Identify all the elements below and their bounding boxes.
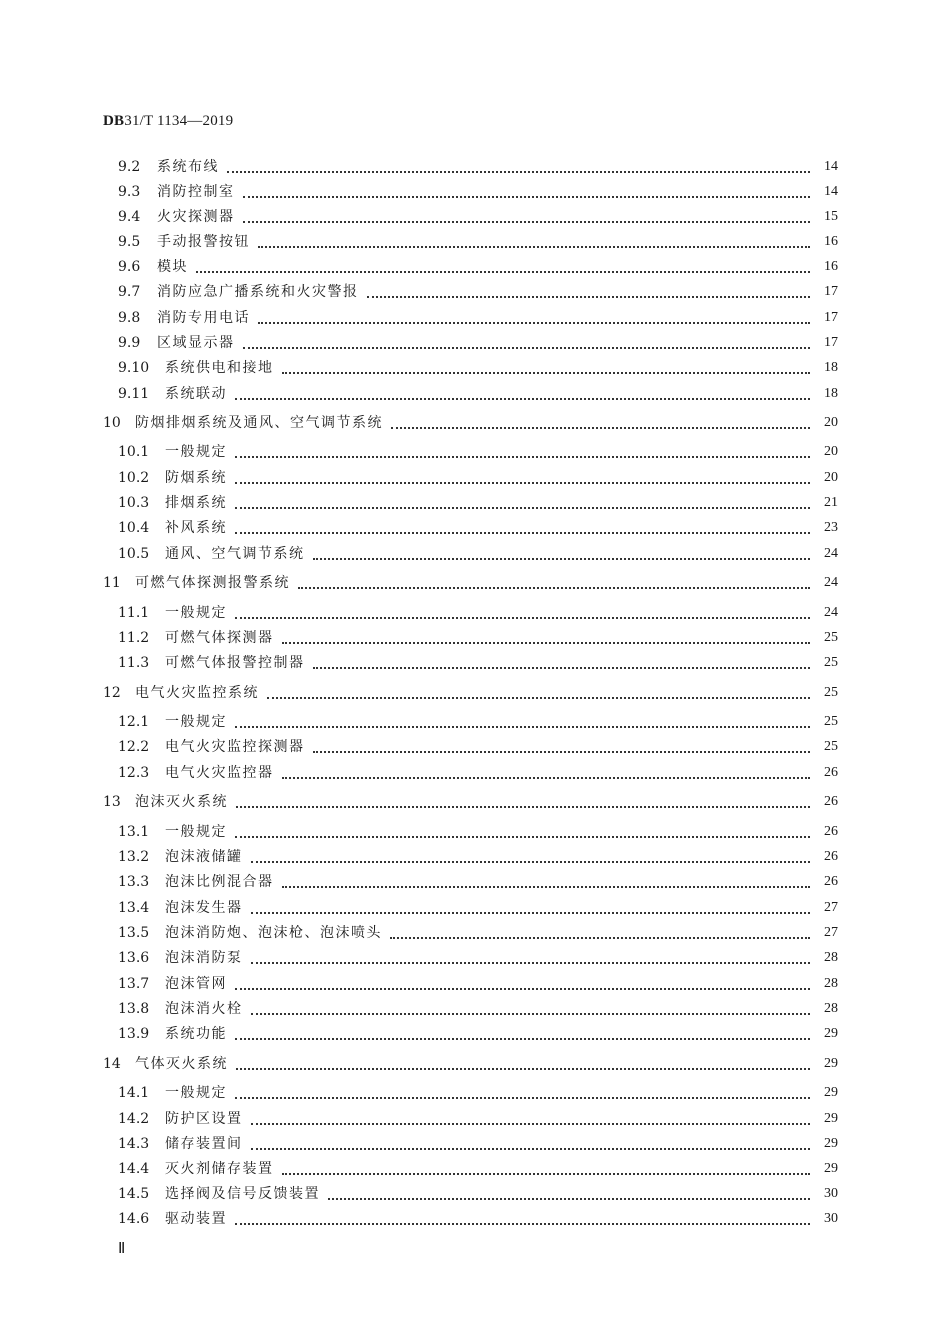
toc-page-number: 24 bbox=[824, 546, 838, 561]
toc-title: 模块 bbox=[157, 259, 188, 275]
toc-number: 9.7 bbox=[118, 284, 141, 300]
toc-title: 选择阀及信号反馈装置 bbox=[165, 1186, 320, 1202]
toc-title: 电气火灾监控器 bbox=[165, 765, 274, 781]
toc-page-number: 17 bbox=[824, 335, 838, 350]
toc-leader-dots bbox=[235, 446, 810, 458]
toc-leader-dots bbox=[282, 1163, 811, 1175]
toc-section[interactable] bbox=[0, 822, 950, 842]
toc-section[interactable] bbox=[0, 999, 950, 1019]
toc-title: 储存装置间 bbox=[165, 1136, 243, 1152]
toc-title: 消防控制室 bbox=[157, 184, 235, 200]
toc-chapter[interactable] bbox=[0, 683, 950, 703]
toc-title: 防护区设置 bbox=[165, 1111, 243, 1127]
toc-title: 防烟系统 bbox=[165, 470, 227, 486]
toc-number: 14.5 bbox=[118, 1186, 150, 1202]
toc-section[interactable] bbox=[0, 1083, 950, 1103]
toc-leader-dots bbox=[235, 716, 810, 728]
toc-title: 一般规定 bbox=[165, 444, 227, 460]
toc-page-number: 28 bbox=[824, 950, 838, 965]
toc-section[interactable] bbox=[0, 157, 950, 177]
toc-leader-dots bbox=[298, 577, 810, 589]
toc-section[interactable] bbox=[0, 653, 950, 673]
toc-leader-dots bbox=[235, 1087, 810, 1099]
toc-page-number: 26 bbox=[824, 765, 838, 780]
toc-number: 10.5 bbox=[118, 546, 150, 562]
toc-section[interactable] bbox=[0, 1184, 950, 1204]
toc-number: 14 bbox=[103, 1056, 121, 1072]
toc-page-number: 16 bbox=[824, 259, 838, 274]
toc-title: 电气火灾监控系统 bbox=[135, 685, 259, 701]
toc-title: 一般规定 bbox=[165, 605, 227, 621]
toc-page-number: 18 bbox=[824, 386, 838, 401]
toc-number: 13.7 bbox=[118, 976, 150, 992]
toc-title: 泡沫消防炮、泡沫枪、泡沫喷头 bbox=[165, 925, 382, 941]
toc-leader-dots bbox=[243, 186, 811, 198]
toc-number: 9.9 bbox=[118, 335, 141, 351]
toc-number: 13.5 bbox=[118, 925, 150, 941]
toc-leader-dots bbox=[251, 952, 811, 964]
toc-title: 区域显示器 bbox=[157, 335, 235, 351]
toc-section[interactable] bbox=[0, 948, 950, 968]
toc-leader-dots bbox=[251, 1003, 811, 1015]
toc-number: 13.3 bbox=[118, 874, 150, 890]
toc-page-number: 26 bbox=[824, 824, 838, 839]
toc-leader-dots bbox=[235, 497, 810, 509]
toc-number: 11.3 bbox=[118, 655, 150, 671]
toc-title: 一般规定 bbox=[165, 1085, 227, 1101]
toc-section[interactable] bbox=[0, 923, 950, 943]
toc-page-number: 18 bbox=[824, 360, 838, 375]
toc-number: 13.4 bbox=[118, 900, 150, 916]
toc-leader-dots bbox=[235, 1028, 810, 1040]
toc-title: 防烟排烟系统及通风、空气调节系统 bbox=[135, 415, 383, 431]
toc-section[interactable] bbox=[0, 1024, 950, 1044]
toc-number: 14.1 bbox=[118, 1085, 150, 1101]
toc-page-number: 23 bbox=[824, 520, 838, 535]
toc-section[interactable] bbox=[0, 468, 950, 488]
toc-section[interactable] bbox=[0, 603, 950, 623]
toc-leader-dots bbox=[236, 796, 810, 808]
toc-chapter[interactable] bbox=[0, 792, 950, 812]
toc-page-number: 29 bbox=[824, 1056, 838, 1071]
toc-number: 11 bbox=[103, 575, 121, 591]
page-number: Ⅱ bbox=[118, 1241, 126, 1257]
toc-leader-dots bbox=[251, 1113, 811, 1125]
toc-number: 13 bbox=[103, 794, 121, 810]
toc-page-number: 29 bbox=[824, 1111, 838, 1126]
toc-section[interactable] bbox=[0, 628, 950, 648]
toc-number: 12 bbox=[103, 685, 121, 701]
toc-page-number: 29 bbox=[824, 1136, 838, 1151]
toc-leader-dots bbox=[243, 337, 811, 349]
toc-number: 14.2 bbox=[118, 1111, 150, 1127]
toc-page-number: 30 bbox=[824, 1186, 838, 1201]
toc-chapter[interactable] bbox=[0, 1054, 950, 1074]
toc-page-number: 26 bbox=[824, 849, 838, 864]
toc-leader-dots bbox=[313, 548, 811, 560]
toc-section[interactable] bbox=[0, 974, 950, 994]
toc-section[interactable] bbox=[0, 232, 950, 252]
toc-leader-dots bbox=[282, 632, 811, 644]
toc-leader-dots bbox=[196, 261, 810, 273]
toc-title: 泡沫消防泵 bbox=[165, 950, 243, 966]
toc-number: 11.2 bbox=[118, 630, 150, 646]
toc-page-number: 20 bbox=[824, 470, 838, 485]
toc-leader-dots bbox=[258, 236, 810, 248]
toc-title: 通风、空气调节系统 bbox=[165, 546, 305, 562]
toc-page-number: 27 bbox=[824, 900, 838, 915]
toc-page-number: 25 bbox=[824, 685, 838, 700]
toc-page-number: 30 bbox=[824, 1211, 838, 1226]
toc-leader-dots bbox=[235, 607, 810, 619]
toc-page-number: 24 bbox=[824, 605, 838, 620]
toc-title: 可燃气体报警控制器 bbox=[165, 655, 305, 671]
toc-title: 灭火剂储存装置 bbox=[165, 1161, 274, 1177]
toc-page-number: 29 bbox=[824, 1085, 838, 1100]
toc-number: 13.1 bbox=[118, 824, 150, 840]
toc-number: 10.2 bbox=[118, 470, 150, 486]
toc-page-number: 17 bbox=[824, 310, 838, 325]
toc-number: 9.6 bbox=[118, 259, 141, 275]
toc-title: 可燃气体探测器 bbox=[165, 630, 274, 646]
toc-title: 可燃气体探测报警系统 bbox=[135, 575, 290, 591]
toc-title: 手动报警按钮 bbox=[157, 234, 250, 250]
toc-section[interactable] bbox=[0, 763, 950, 783]
toc-page-number: 14 bbox=[824, 184, 838, 199]
toc-title: 泡沫管网 bbox=[165, 976, 227, 992]
toc-leader-dots bbox=[282, 767, 811, 779]
toc-section[interactable] bbox=[0, 872, 950, 892]
toc-section[interactable] bbox=[0, 207, 950, 227]
toc-leader-dots bbox=[267, 687, 810, 699]
toc-title: 泡沫发生器 bbox=[165, 900, 243, 916]
toc-leader-dots bbox=[313, 741, 811, 753]
toc-leader-dots bbox=[282, 362, 811, 374]
toc-section[interactable] bbox=[0, 182, 950, 202]
toc-leader-dots bbox=[236, 1058, 810, 1070]
toc-leader-dots bbox=[282, 876, 811, 888]
toc-leader-dots bbox=[258, 312, 810, 324]
toc-number: 14.6 bbox=[118, 1211, 150, 1227]
toc-title: 排烟系统 bbox=[165, 495, 227, 511]
toc-section[interactable] bbox=[0, 518, 950, 538]
toc-number: 9.5 bbox=[118, 234, 141, 250]
toc-number: 13.8 bbox=[118, 1001, 150, 1017]
toc-page-number: 29 bbox=[824, 1026, 838, 1041]
toc-title: 一般规定 bbox=[165, 714, 227, 730]
toc-chapter[interactable] bbox=[0, 573, 950, 593]
toc-page-number: 26 bbox=[824, 874, 838, 889]
toc-leader-dots bbox=[235, 826, 810, 838]
toc-page-number: 20 bbox=[824, 415, 838, 430]
toc-leader-dots bbox=[391, 417, 810, 429]
toc-leader-dots bbox=[367, 286, 811, 298]
toc-number: 12.2 bbox=[118, 739, 150, 755]
toc-section[interactable] bbox=[0, 898, 950, 918]
toc-title: 泡沫消火栓 bbox=[165, 1001, 243, 1017]
toc-page-number: 29 bbox=[824, 1161, 838, 1176]
toc-title: 系统功能 bbox=[165, 1026, 227, 1042]
toc-title: 补风系统 bbox=[165, 520, 227, 536]
toc-title: 气体灭火系统 bbox=[135, 1056, 228, 1072]
toc-number: 10.3 bbox=[118, 495, 150, 511]
toc-title: 电气火灾监控探测器 bbox=[165, 739, 305, 755]
toc-number: 13.6 bbox=[118, 950, 150, 966]
toc-section[interactable] bbox=[0, 1159, 950, 1179]
toc-section[interactable] bbox=[0, 257, 950, 277]
toc-leader-dots bbox=[235, 472, 810, 484]
toc-page-number: 17 bbox=[824, 284, 838, 299]
toc-section[interactable] bbox=[0, 1134, 950, 1154]
toc-number: 10.1 bbox=[118, 444, 150, 460]
toc-number: 10.4 bbox=[118, 520, 150, 536]
toc-number: 9.3 bbox=[118, 184, 141, 200]
toc-number: 13.2 bbox=[118, 849, 150, 865]
toc-section[interactable] bbox=[0, 358, 950, 378]
toc-title: 泡沫液储罐 bbox=[165, 849, 243, 865]
toc-number: 13.9 bbox=[118, 1026, 150, 1042]
toc-section[interactable] bbox=[0, 544, 950, 564]
toc-leader-dots bbox=[313, 657, 811, 669]
toc-number: 12.3 bbox=[118, 765, 150, 781]
header-prefix: DB bbox=[103, 113, 125, 129]
toc-title: 系统供电和接地 bbox=[165, 360, 274, 376]
toc-section[interactable] bbox=[0, 847, 950, 867]
toc-leader-dots bbox=[390, 927, 810, 939]
toc-title: 一般规定 bbox=[165, 824, 227, 840]
toc-title: 消防专用电话 bbox=[157, 310, 250, 326]
toc-page-number: 25 bbox=[824, 655, 838, 670]
toc-chapter[interactable] bbox=[0, 413, 950, 433]
toc-page-number: 26 bbox=[824, 794, 838, 809]
toc-page-number: 27 bbox=[824, 925, 838, 940]
toc-leader-dots bbox=[235, 522, 810, 534]
toc-section[interactable] bbox=[0, 442, 950, 462]
toc-section[interactable] bbox=[0, 333, 950, 353]
toc-title: 消防应急广播系统和火灾警报 bbox=[157, 284, 359, 300]
toc-section[interactable] bbox=[0, 493, 950, 513]
toc-section[interactable] bbox=[0, 308, 950, 328]
toc-page-number: 24 bbox=[824, 575, 838, 590]
toc-leader-dots bbox=[227, 161, 810, 173]
toc-page-number: 28 bbox=[824, 1001, 838, 1016]
toc-page-number: 14 bbox=[824, 159, 838, 174]
toc-section[interactable] bbox=[0, 712, 950, 732]
toc-section[interactable] bbox=[0, 282, 950, 302]
toc-title: 火灾探测器 bbox=[157, 209, 235, 225]
toc-page-number: 21 bbox=[824, 495, 838, 510]
toc-leader-dots bbox=[235, 1213, 810, 1225]
toc-leader-dots bbox=[243, 211, 811, 223]
toc-title: 系统联动 bbox=[165, 386, 227, 402]
toc-leader-dots bbox=[251, 851, 811, 863]
toc-title: 驱动装置 bbox=[165, 1211, 227, 1227]
toc-page-number: 20 bbox=[824, 444, 838, 459]
toc-number: 9.2 bbox=[118, 159, 141, 175]
toc-number: 14.3 bbox=[118, 1136, 150, 1152]
toc-number: 11.1 bbox=[118, 605, 150, 621]
toc-number: 9.8 bbox=[118, 310, 141, 326]
toc-section[interactable] bbox=[0, 1109, 950, 1129]
toc-leader-dots bbox=[251, 1138, 811, 1150]
toc-leader-dots bbox=[251, 902, 811, 914]
toc-number: 12.1 bbox=[118, 714, 150, 730]
toc-title: 泡沫比例混合器 bbox=[165, 874, 274, 890]
toc-section[interactable] bbox=[0, 737, 950, 757]
toc-page-number: 25 bbox=[824, 630, 838, 645]
toc-page-number: 25 bbox=[824, 739, 838, 754]
toc-number: 14.4 bbox=[118, 1161, 150, 1177]
toc-leader-dots bbox=[235, 978, 810, 990]
toc-section[interactable] bbox=[0, 1209, 950, 1229]
header-code: 31/T 1134—2019 bbox=[124, 113, 234, 129]
toc-page-number: 25 bbox=[824, 714, 838, 729]
toc-page-number: 28 bbox=[824, 976, 838, 991]
toc-section[interactable] bbox=[0, 384, 950, 404]
toc-leader-dots bbox=[328, 1188, 810, 1200]
toc-number: 9.4 bbox=[118, 209, 141, 225]
toc-page-number: 15 bbox=[824, 209, 838, 224]
toc-leader-dots bbox=[235, 388, 810, 400]
toc-number: 10 bbox=[103, 415, 121, 431]
toc-title: 泡沫灭火系统 bbox=[135, 794, 228, 810]
toc-title: 系统布线 bbox=[157, 159, 219, 175]
toc-number: 9.10 bbox=[118, 360, 150, 376]
toc-page-number: 16 bbox=[824, 234, 838, 249]
toc-number: 9.11 bbox=[118, 386, 150, 402]
